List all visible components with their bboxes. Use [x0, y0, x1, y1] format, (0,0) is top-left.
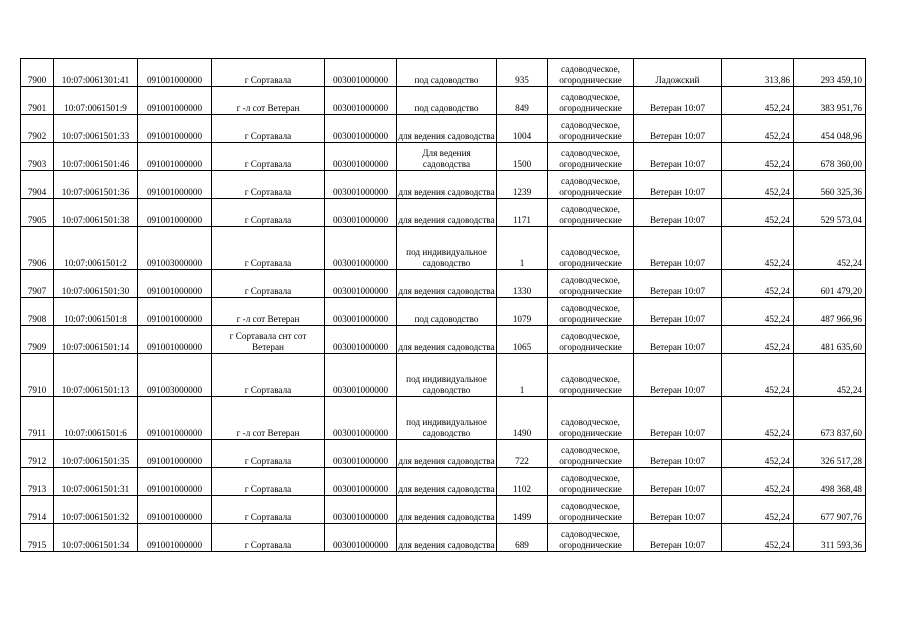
- rate-cell: 452,24: [722, 326, 794, 354]
- zone-cell: Ветеран 10:07: [634, 354, 722, 397]
- table-row: [21, 468, 866, 496]
- permitted-use-cell: для ведения садоводства: [397, 115, 497, 143]
- rate-cell: 313,86: [722, 59, 794, 87]
- cadastral-value-cell: 326 517,28: [794, 440, 866, 468]
- table-row: [21, 115, 866, 143]
- okato-cell: 003001000000: [325, 524, 397, 552]
- code-cell: 091001000000: [138, 199, 212, 227]
- cadastral-number-cell: 10:07:0061501:33: [54, 115, 138, 143]
- area-cell: 1102: [497, 468, 548, 496]
- area-cell: 722: [497, 440, 548, 468]
- zone-cell: Ветеран 10:07: [634, 227, 722, 270]
- rate-cell: 452,24: [722, 143, 794, 171]
- area-cell: 1500: [497, 143, 548, 171]
- category-cell: садоводческое, огороднические: [548, 298, 634, 326]
- code-cell: 091001000000: [138, 171, 212, 199]
- cadastral-number-cell: 10:07:0061501:35: [54, 440, 138, 468]
- cadastral-number-cell: 10:07:0061501:36: [54, 171, 138, 199]
- location-cell: г Сортавала: [212, 115, 325, 143]
- code-cell: 091001000000: [138, 397, 212, 440]
- row-number-cell: 7906: [21, 227, 54, 270]
- row-number-cell: 7908: [21, 298, 54, 326]
- location-cell: г Сортавала снт сот Ветеран: [212, 326, 325, 354]
- category-cell: садоводческое, огороднические: [548, 270, 634, 298]
- code-cell: 091001000000: [138, 59, 212, 87]
- cadastral-value-cell: 454 048,96: [794, 115, 866, 143]
- area-cell: 1490: [497, 397, 548, 440]
- cadastral-value-cell: 678 360,00: [794, 143, 866, 171]
- cadastral-number-cell: 10:07:0061501:38: [54, 199, 138, 227]
- code-cell: 091001000000: [138, 298, 212, 326]
- cadastral-number-cell: 10:07:0061501:34: [54, 524, 138, 552]
- okato-cell: 003001000000: [325, 496, 397, 524]
- zone-cell: Ветеран 10:07: [634, 326, 722, 354]
- code-cell: 091003000000: [138, 227, 212, 270]
- category-cell: садоводческое, огороднические: [548, 143, 634, 171]
- okato-cell: 003001000000: [325, 326, 397, 354]
- area-cell: 849: [497, 87, 548, 115]
- category-cell: садоводческое, огороднические: [548, 87, 634, 115]
- rate-cell: 452,24: [722, 354, 794, 397]
- location-cell: г Сортавала: [212, 468, 325, 496]
- location-cell: г Сортавала: [212, 199, 325, 227]
- cadastral-value-cell: 383 951,76: [794, 87, 866, 115]
- permitted-use-cell: для ведения садоводства: [397, 496, 497, 524]
- okato-cell: 003001000000: [325, 298, 397, 326]
- permitted-use-cell: под индивидуальное садоводство: [397, 354, 497, 397]
- cadastral-number-cell: 10:07:0061501:46: [54, 143, 138, 171]
- row-number-cell: 7909: [21, 326, 54, 354]
- cadastral-value-cell: 452,24: [794, 354, 866, 397]
- cadastral-value-cell: 673 837,60: [794, 397, 866, 440]
- area-cell: 1079: [497, 298, 548, 326]
- area-cell: 1330: [497, 270, 548, 298]
- location-cell: г Сортавала: [212, 171, 325, 199]
- rate-cell: 452,24: [722, 270, 794, 298]
- code-cell: 091001000000: [138, 468, 212, 496]
- cadastral-value-cell: 487 966,96: [794, 298, 866, 326]
- location-cell: г Сортавала: [212, 227, 325, 270]
- permitted-use-cell: для ведения садоводства: [397, 326, 497, 354]
- rate-cell: 452,24: [722, 227, 794, 270]
- zone-cell: Ветеран 10:07: [634, 199, 722, 227]
- category-cell: садоводческое, огороднические: [548, 326, 634, 354]
- table-row: [21, 227, 866, 270]
- cadastral-number-cell: 10:07:0061501:13: [54, 354, 138, 397]
- row-number-cell: 7910: [21, 354, 54, 397]
- zone-cell: Ветеран 10:07: [634, 143, 722, 171]
- table-row: [21, 496, 866, 524]
- code-cell: 091001000000: [138, 115, 212, 143]
- zone-cell: Ветеран 10:07: [634, 496, 722, 524]
- table-row: [21, 354, 866, 397]
- zone-cell: Ветеран 10:07: [634, 298, 722, 326]
- row-number-cell: 7912: [21, 440, 54, 468]
- rate-cell: 452,24: [722, 298, 794, 326]
- cadastral-number-cell: 10:07:0061501:2: [54, 227, 138, 270]
- rate-cell: 452,24: [722, 171, 794, 199]
- cadastral-number-cell: 10:07:0061501:14: [54, 326, 138, 354]
- row-number-cell: 7913: [21, 468, 54, 496]
- permitted-use-cell: под индивидуальное садоводство: [397, 227, 497, 270]
- permitted-use-cell: под садоводство: [397, 298, 497, 326]
- code-cell: 091001000000: [138, 270, 212, 298]
- permitted-use-cell: под садоводство: [397, 59, 497, 87]
- category-cell: садоводческое, огороднические: [548, 397, 634, 440]
- row-number-cell: 7902: [21, 115, 54, 143]
- zone-cell: Ветеран 10:07: [634, 115, 722, 143]
- location-cell: г Сортавала: [212, 524, 325, 552]
- table-row: [21, 326, 866, 354]
- location-cell: г Сортавала: [212, 496, 325, 524]
- area-cell: 1: [497, 354, 548, 397]
- permitted-use-cell: под садоводство: [397, 87, 497, 115]
- zone-cell: Ладожский: [634, 59, 722, 87]
- row-number-cell: 7907: [21, 270, 54, 298]
- okato-cell: 003001000000: [325, 171, 397, 199]
- code-cell: 091003000000: [138, 354, 212, 397]
- permitted-use-cell: для ведения садоводства: [397, 270, 497, 298]
- cadastre-table: [20, 58, 866, 552]
- category-cell: садоводческое, огороднические: [548, 440, 634, 468]
- area-cell: 689: [497, 524, 548, 552]
- table-row: [21, 270, 866, 298]
- zone-cell: Ветеран 10:07: [634, 468, 722, 496]
- cadastral-value-cell: 452,24: [794, 227, 866, 270]
- cadastral-number-cell: 10:07:0061501:8: [54, 298, 138, 326]
- rate-cell: 452,24: [722, 440, 794, 468]
- category-cell: садоводческое, огороднические: [548, 227, 634, 270]
- location-cell: г -л сот Ветеран: [212, 87, 325, 115]
- permitted-use-cell: для ведения садоводства: [397, 524, 497, 552]
- location-cell: г -л сот Ветеран: [212, 397, 325, 440]
- rate-cell: 452,24: [722, 524, 794, 552]
- okato-cell: 003001000000: [325, 227, 397, 270]
- cadastral-value-cell: 293 459,10: [794, 59, 866, 87]
- category-cell: садоводческое, огороднические: [548, 468, 634, 496]
- okato-cell: 003001000000: [325, 87, 397, 115]
- table-row: [21, 143, 866, 171]
- code-cell: 091001000000: [138, 143, 212, 171]
- okato-cell: 003001000000: [325, 270, 397, 298]
- location-cell: г Сортавала: [212, 354, 325, 397]
- code-cell: 091001000000: [138, 87, 212, 115]
- okato-cell: 003001000000: [325, 468, 397, 496]
- row-number-cell: 7901: [21, 87, 54, 115]
- permitted-use-cell: Для ведения садоводства: [397, 143, 497, 171]
- rate-cell: 452,24: [722, 115, 794, 143]
- cadastral-number-cell: 10:07:0061501:31: [54, 468, 138, 496]
- category-cell: садоводческое, огороднические: [548, 59, 634, 87]
- cadastral-value-cell: 560 325,36: [794, 171, 866, 199]
- okato-cell: 003001000000: [325, 59, 397, 87]
- rate-cell: 452,24: [722, 468, 794, 496]
- area-cell: 935: [497, 59, 548, 87]
- category-cell: садоводческое, огороднические: [548, 496, 634, 524]
- permitted-use-cell: под индивидуальное садоводство: [397, 397, 497, 440]
- row-number-cell: 7911: [21, 397, 54, 440]
- permitted-use-cell: для ведения садоводства: [397, 440, 497, 468]
- permitted-use-cell: для ведения садоводства: [397, 199, 497, 227]
- table-row: [21, 298, 866, 326]
- zone-cell: Ветеран 10:07: [634, 440, 722, 468]
- code-cell: 091001000000: [138, 496, 212, 524]
- cadastral-value-cell: 677 907,76: [794, 496, 866, 524]
- cadastral-number-cell: 10:07:0061301:41: [54, 59, 138, 87]
- permitted-use-cell: для ведения садоводства: [397, 171, 497, 199]
- location-cell: г Сортавала: [212, 270, 325, 298]
- location-cell: г -л сот Ветеран: [212, 298, 325, 326]
- category-cell: садоводческое, огороднические: [548, 199, 634, 227]
- permitted-use-cell: для ведения садоводства: [397, 468, 497, 496]
- cadastral-value-cell: 498 368,48: [794, 468, 866, 496]
- cadastral-number-cell: 10:07:0061501:30: [54, 270, 138, 298]
- location-cell: г Сортавала: [212, 59, 325, 87]
- table-row: [21, 87, 866, 115]
- area-cell: 1499: [497, 496, 548, 524]
- cadastral-value-cell: 601 479,20: [794, 270, 866, 298]
- cadastral-value-cell: 529 573,04: [794, 199, 866, 227]
- table-row: [21, 59, 866, 87]
- area-cell: 1004: [497, 115, 548, 143]
- area-cell: 1065: [497, 326, 548, 354]
- zone-cell: Ветеран 10:07: [634, 397, 722, 440]
- okato-cell: 003001000000: [325, 440, 397, 468]
- area-cell: 1239: [497, 171, 548, 199]
- location-cell: г Сортавала: [212, 440, 325, 468]
- row-number-cell: 7914: [21, 496, 54, 524]
- category-cell: садоводческое, огороднические: [548, 171, 634, 199]
- table-row: [21, 397, 866, 440]
- table-row: [21, 171, 866, 199]
- okato-cell: 003001000000: [325, 115, 397, 143]
- okato-cell: 003001000000: [325, 354, 397, 397]
- table-body: [21, 59, 866, 552]
- area-cell: 1171: [497, 199, 548, 227]
- row-number-cell: 7900: [21, 59, 54, 87]
- rate-cell: 452,24: [722, 397, 794, 440]
- rate-cell: 452,24: [722, 199, 794, 227]
- row-number-cell: 7915: [21, 524, 54, 552]
- code-cell: 091001000000: [138, 440, 212, 468]
- cadastral-number-cell: 10:07:0061501:9: [54, 87, 138, 115]
- row-number-cell: 7905: [21, 199, 54, 227]
- table-row: [21, 440, 866, 468]
- cadastral-value-cell: 481 635,60: [794, 326, 866, 354]
- location-cell: г Сортавала: [212, 143, 325, 171]
- category-cell: садоводческое, огороднические: [548, 354, 634, 397]
- rate-cell: 452,24: [722, 87, 794, 115]
- table-row: [21, 524, 866, 552]
- okato-cell: 003001000000: [325, 199, 397, 227]
- cadastral-value-cell: 311 593,36: [794, 524, 866, 552]
- zone-cell: Ветеран 10:07: [634, 270, 722, 298]
- zone-cell: Ветеран 10:07: [634, 171, 722, 199]
- category-cell: садоводческое, огороднические: [548, 115, 634, 143]
- code-cell: 091001000000: [138, 524, 212, 552]
- row-number-cell: 7903: [21, 143, 54, 171]
- area-cell: 1: [497, 227, 548, 270]
- zone-cell: Ветеран 10:07: [634, 524, 722, 552]
- zone-cell: Ветеран 10:07: [634, 87, 722, 115]
- okato-cell: 003001000000: [325, 397, 397, 440]
- cadastral-number-cell: 10:07:0061501:6: [54, 397, 138, 440]
- code-cell: 091001000000: [138, 326, 212, 354]
- rate-cell: 452,24: [722, 496, 794, 524]
- table-row: [21, 199, 866, 227]
- cadastral-number-cell: 10:07:0061501:32: [54, 496, 138, 524]
- category-cell: садоводческое, огороднические: [548, 524, 634, 552]
- row-number-cell: 7904: [21, 171, 54, 199]
- okato-cell: 003001000000: [325, 143, 397, 171]
